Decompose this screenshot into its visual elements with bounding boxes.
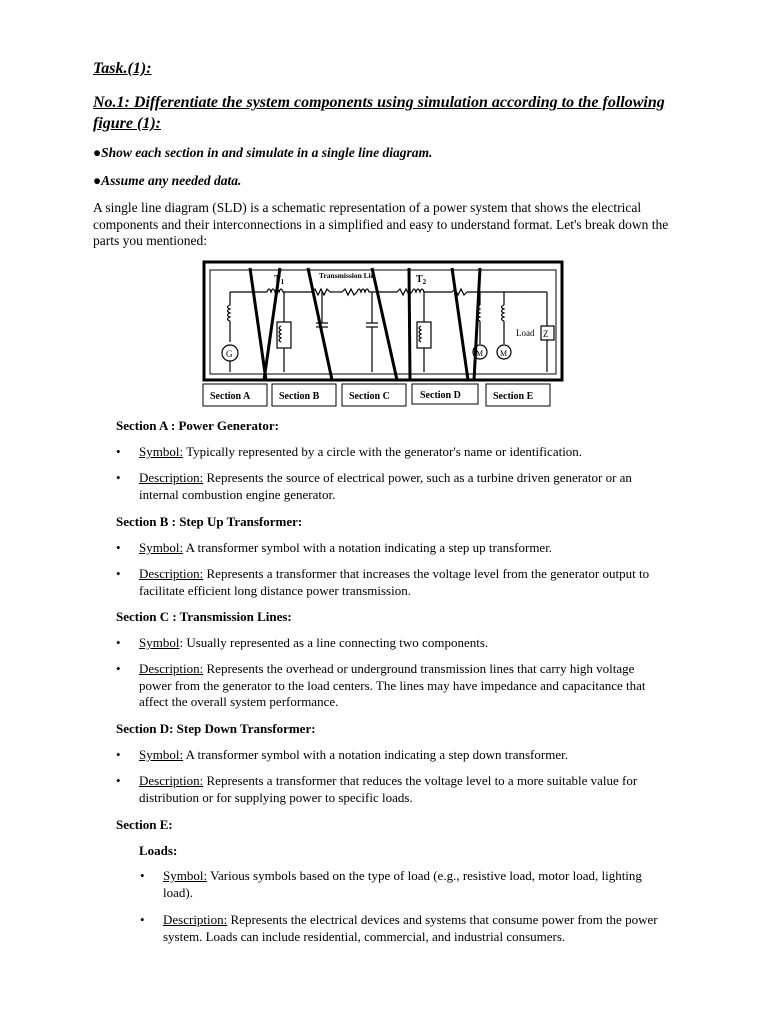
section-a-symbol-text: Typically represented by a circle with the generator's name or identification. bbox=[183, 444, 583, 459]
section-b-description bbox=[116, 566, 669, 599]
question-title: No.1: Differentiate the system components using simulation according to the following figure (1): bbox=[93, 94, 665, 132]
section-e-desc-label: Description: bbox=[163, 912, 228, 927]
generator-label: G bbox=[226, 349, 233, 359]
section-a-symbol bbox=[116, 444, 669, 461]
section-e-desc-text: Represents the electrical devices and systems that consume power from the power system. Loads can include residential, commercial, and industrial consumers. bbox=[163, 912, 658, 944]
load-label: Load bbox=[516, 328, 535, 338]
section-d-desc-label: Description: bbox=[139, 773, 204, 788]
z-label: Z bbox=[543, 329, 549, 339]
section-box-c: Section C bbox=[349, 391, 390, 402]
section-c-symbol bbox=[116, 635, 669, 652]
section-e-description bbox=[140, 912, 668, 945]
section-d-heading: Section D: Step Down Transformer: bbox=[116, 721, 316, 736]
intro-paragraph: A single line diagram (SLD) is a schematic representation of a power system that shows the electrical components and their interconnections in a simplified and easy to understand format. Let's break down the parts you mentioned: bbox=[93, 200, 669, 248]
task-title: Task.(1): bbox=[93, 60, 152, 77]
section-b-symbol bbox=[116, 540, 669, 557]
motor-1-label: M bbox=[476, 349, 484, 358]
section-b-heading: Section B : Step Up Transformer: bbox=[116, 514, 303, 529]
section-d-symbol-text: A transformer symbol with a notation indicating a step down transformer. bbox=[183, 747, 568, 762]
t2-label: $T_2$ bbox=[416, 274, 427, 286]
section-d-symbol bbox=[116, 747, 669, 764]
section-e-heading: Section E: bbox=[116, 817, 173, 832]
section-box-a: Section A bbox=[210, 391, 251, 402]
section-a-desc-text: Represents the source of electrical power, such as a turbine driven generator or an internal combustion engine generator. bbox=[139, 470, 632, 502]
bullet-icon: • bbox=[116, 635, 121, 650]
section-d-description bbox=[116, 773, 669, 806]
section-c-desc-label: Description: bbox=[139, 661, 204, 676]
bullet-icon: • bbox=[140, 912, 145, 927]
section-e-symbol bbox=[140, 868, 668, 901]
section-c-heading: Section C : Transmission Lines: bbox=[116, 609, 292, 624]
bullet-icon: • bbox=[116, 444, 121, 459]
section-box-d: Section D bbox=[420, 390, 461, 401]
bullet-icon: • bbox=[116, 773, 121, 788]
section-b-desc-text: Represents a transformer that increases the voltage level from the generator output to facilitate efficient long distance power transmission. bbox=[139, 566, 650, 598]
section-a-description bbox=[116, 470, 669, 503]
section-c-desc-text: Represents the overhead or underground transmission lines that carry high voltage power from the generator to the load centers. The lines may have impedance and capacitance that affect the overall system performance. bbox=[139, 661, 646, 709]
instruction-1-text: Show each section in and simulate in a single line diagram. bbox=[101, 145, 433, 160]
instruction-1: ●Show each section in and simulate in a single line diagram. bbox=[93, 145, 433, 160]
section-c-symbol-label: Symbol bbox=[139, 635, 180, 650]
section-box-b: Section B bbox=[279, 391, 320, 402]
section-a-symbol-label: Symbol: bbox=[139, 444, 184, 459]
section-b-symbol-text: A transformer symbol with a notation indicating a step up transformer. bbox=[183, 540, 553, 555]
section-b-desc-label: Description: bbox=[139, 566, 204, 581]
bullet-icon: • bbox=[116, 661, 121, 676]
instruction-2: ●Assume any needed data. bbox=[93, 173, 242, 188]
bullet-icon: • bbox=[140, 868, 145, 883]
t1-label: $T_1$ bbox=[274, 274, 285, 286]
section-a-heading: Section A : Power Generator: bbox=[116, 418, 279, 433]
loads-heading: Loads: bbox=[139, 843, 178, 858]
bullet-icon: • bbox=[116, 540, 121, 555]
section-b-symbol-label: Symbol: bbox=[139, 540, 184, 555]
section-d-desc-text: Represents a transformer that reduces the voltage level to a more suitable value for distribution or for supplying power to specific loads. bbox=[139, 773, 638, 805]
section-a-desc-label: Description: bbox=[139, 470, 204, 485]
bullet-icon: • bbox=[116, 747, 121, 762]
section-c-description bbox=[116, 661, 669, 711]
bullet-icon: • bbox=[116, 470, 121, 485]
transmission-line-label: Transmission Lin bbox=[319, 271, 375, 280]
section-d-symbol-label: Symbol: bbox=[139, 747, 184, 762]
section-e-symbol-label: Symbol: bbox=[163, 868, 208, 883]
section-e-symbol-text: Various symbols based on the type of load (e.g., resistive load, motor load, lighting load). bbox=[163, 868, 642, 900]
motor-2-label: M bbox=[500, 349, 508, 358]
instruction-2-text: Assume any needed data. bbox=[101, 173, 242, 188]
section-box-e: Section E bbox=[493, 391, 534, 402]
single-line-diagram-figure bbox=[202, 260, 566, 410]
section-c-symbol-text: : Usually represented as a line connecting two components. bbox=[179, 635, 489, 650]
bullet-icon: • bbox=[116, 566, 121, 581]
section-boxes bbox=[203, 384, 550, 406]
